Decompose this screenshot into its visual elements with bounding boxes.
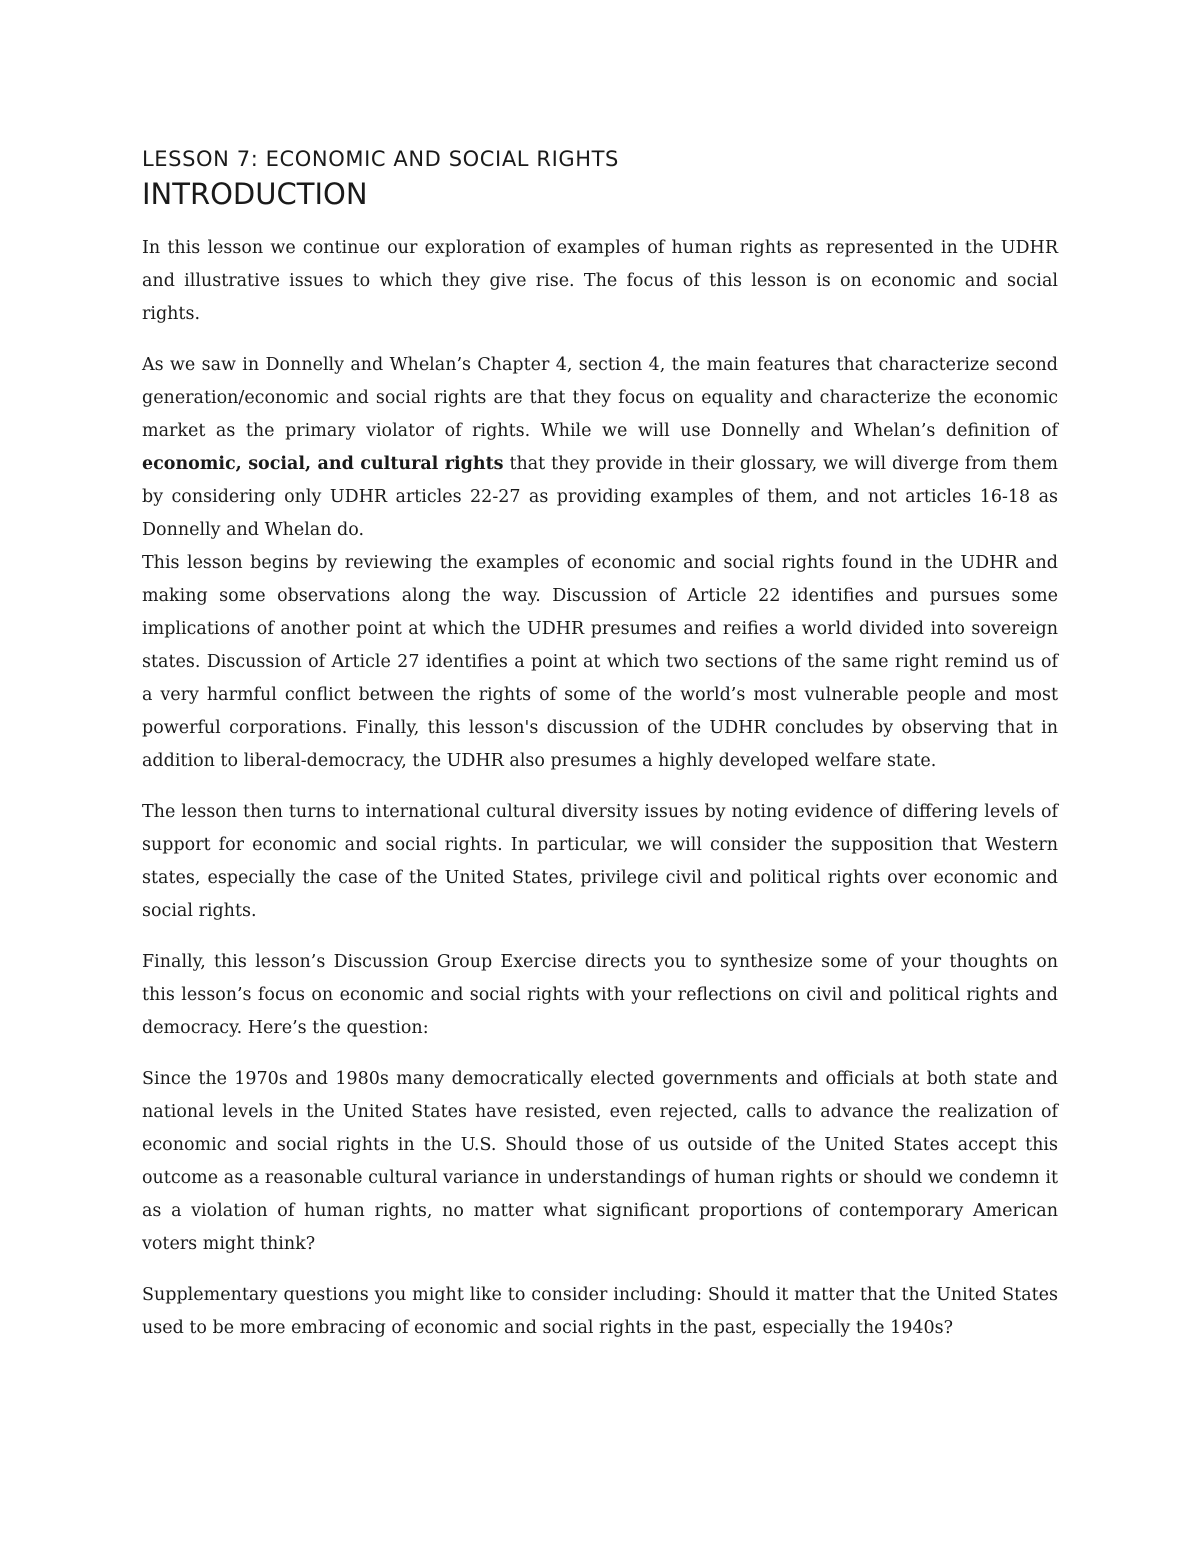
lesson-title: LESSON 7: ECONOMIC AND SOCIAL RIGHTS bbox=[142, 147, 619, 171]
paragraph-review: This lesson begins by reviewing the examples of economic and social rights found in the UDHR and making some observations along the way. Discussion of Article 22 identifies and pursues some implications of another point at which the UDHR presumes and reifies a world divided into sovereign states. Discussion of Article 27 identifies a point at which two sections of the same right remind us of a very harmful conflict between the rights of some of the world’s most vulnerable people and most powerful corporations. Finally, this lesson's discussion of the UDHR concludes by observing that in addition to liberal-democracy, the UDHR also presumes a highly developed welfare state. bbox=[142, 553, 1058, 771]
paragraph-question: Since the 1970s and 1980s many democratically elected governments and officials at both state and national levels in the United States have resisted, even rejected, calls to advance the realization of economic and social rights in the U.S. Should those of us outside of the United States accept this outcome as a reasonable cultural variance in understandings of human rights or should we condemn it as a violation of human rights, no matter what significant proportions of contemporary American voters might think? bbox=[142, 1069, 1058, 1254]
paragraph-discussion-exercise: Finally, this lesson’s Discussion Group Exercise directs you to synthesize some of your thoughts on this lesson’s focus on economic and social rights with your reflections on civil and political rights and democracy. Here’s the question: bbox=[142, 952, 1058, 1038]
document-body bbox=[142, 142, 1058, 1345]
paragraph-cultural-diversity: The lesson then turns to international cultural diversity issues by noting evidence of differing levels of support for economic and social rights. In particular, we will consider the supposition that Western states, especially the case of the United States, privilege civil and political rights over economic and social rights. bbox=[142, 802, 1058, 921]
paragraph-features bbox=[142, 349, 1058, 547]
section-heading: INTRODUCTION bbox=[142, 177, 368, 211]
paragraph-intro: In this lesson we continue our exploration of examples of human rights as represented in the UDHR and illustrative issues to which they give rise. The focus of this lesson is on economic and social rights. bbox=[142, 238, 1058, 324]
paragraph-supplementary: Supplementary questions you might like to consider including: Should it matter that the United States used to be more embracing of economic and social rights in the past, especially the 1940s? bbox=[142, 1285, 1058, 1338]
glossary-term-bold: economic, social, and cultural rights bbox=[142, 454, 504, 474]
paragraph-features-text-a: As we saw in Donnelly and Whelan’s Chapter 4, section 4, the main features that characterize second generation/economic and social rights are that they focus on equality and characterize the economic market as the primary violator of rights. While we will use Donnelly and Whelan’s definition of bbox=[142, 355, 1058, 441]
paragraph-features-text-b: that they provide in their glossary, we will diverge from them by considering only UDHR articles 22-27 as providing examples of them, and not articles 16-18 as Donnelly and Whelan do. bbox=[142, 454, 1058, 540]
